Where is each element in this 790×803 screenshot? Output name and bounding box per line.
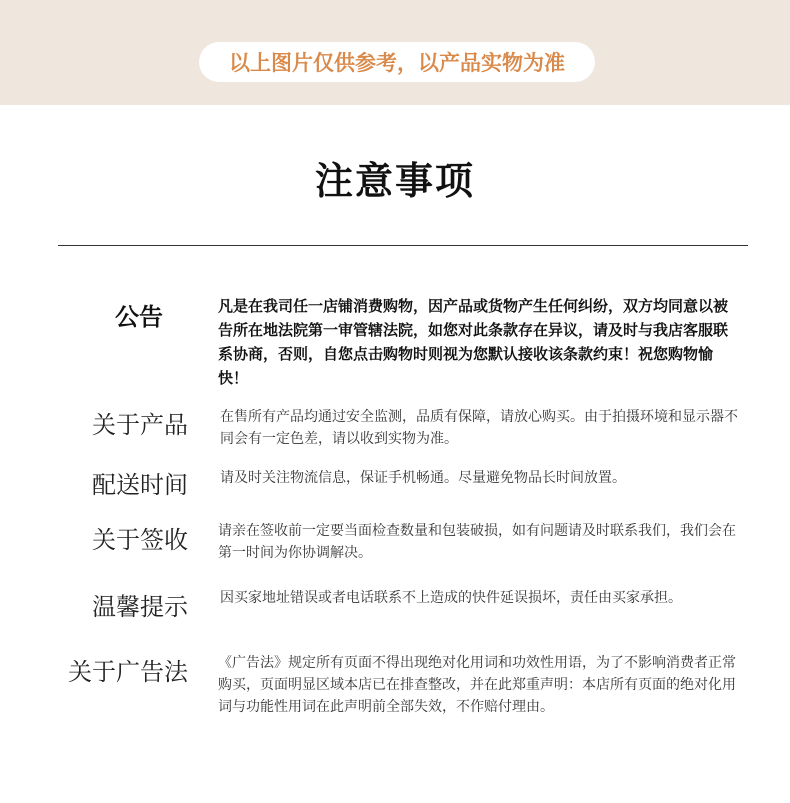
item-label-ad-law: 关于广告法 [68,658,188,686]
item-text-delivery: 请及时关注物流信息，保证手机畅通。尽量避免物品长时间放置。 [220,470,626,486]
item-text-ad-law: 《广告法》规定所有页面不得出现绝对化用词和功效性用语，为了不影响消费者正常购买，页面明显区域本店已在排查整改，并在此郑重声明：本店所有页面的绝对化用词与功能性用词在此声明前全部失效，不作赔付理由。 [218,655,736,715]
item-text-tips: 因买家地址错误或者电话联系不上造成的快件延误损坏，责任由买家承担。 [220,590,682,606]
banner-pill: 以上图片仅供参考，以产品实物为准 [199,42,595,82]
item-text-product: 在售所有产品均通过安全监测，品质有保障，请放心购买。由于拍摄环境和显示器不同会有一定色差，请以收到实物为准。 [220,409,738,447]
page-title: 注意事项 [314,159,475,203]
title-divider [58,245,748,246]
notice-label: 公告 [115,303,163,331]
item-label-delivery: 配送时间 [92,471,188,499]
item-label-product: 关于产品 [92,411,188,439]
item-text-receipt: 请亲在签收前一定要当面检查数量和包装破损，如有问题请及时联系我们，我们会在第一时间为你协调解决。 [218,523,736,561]
item-label-receipt: 关于签收 [92,526,188,554]
notice-text: 凡是在我司任一店铺消费购物，因产品或货物产生任何纠纷，双方均同意以被告所在地法院第一审管辖法院，如您对此条款存在异议，请及时与我店客服联系协商，否则，自您点击购物时则视为您默认接收该条款约束！祝您购物愉快！ [218,297,729,387]
top-banner [0,0,790,105]
item-label-tips: 温馨提示 [92,593,188,621]
